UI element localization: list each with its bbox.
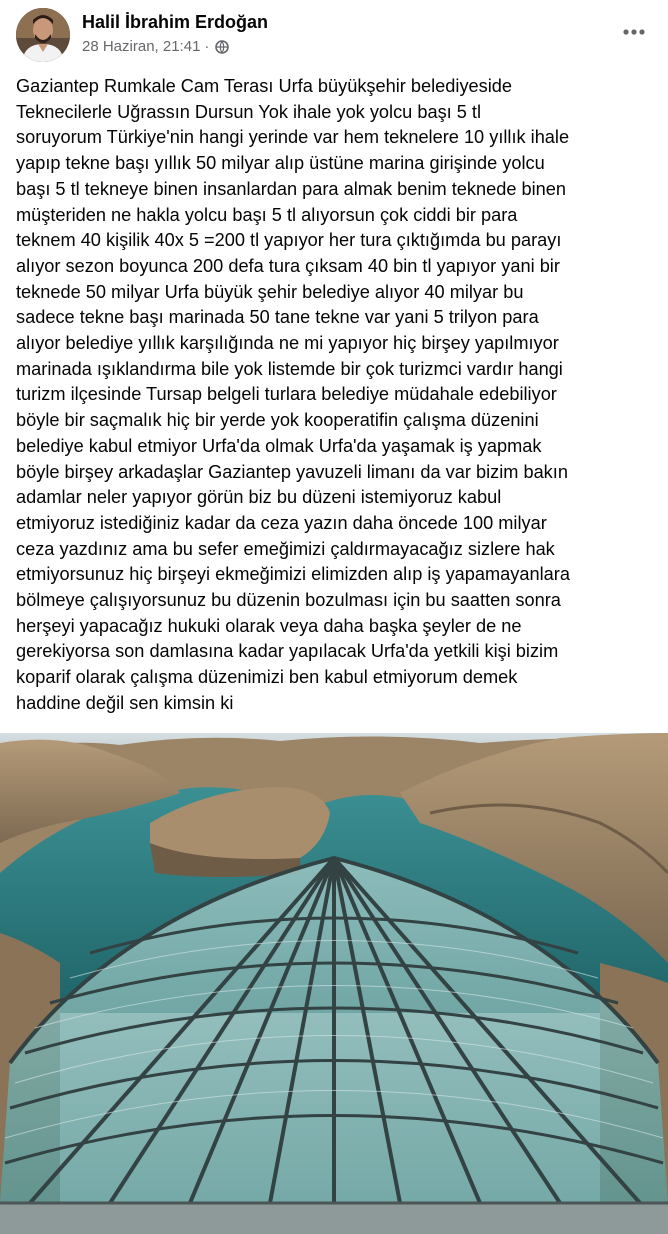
avatar-photo — [16, 8, 70, 62]
glass-terrace-photo — [0, 733, 668, 1234]
post-date[interactable]: 28 Haziran, 21:41 — [82, 38, 201, 55]
author-name[interactable]: Halil İbrahim Erdoğan — [82, 12, 269, 32]
post-header — [0, 0, 668, 70]
more-horizontal-icon — [623, 29, 645, 35]
globe-icon — [215, 40, 229, 54]
avatar[interactable] — [16, 8, 70, 62]
more-options-button[interactable] — [620, 20, 648, 44]
post-meta — [82, 38, 229, 55]
post-photo[interactable] — [0, 733, 668, 1234]
meta-separator: · — [204, 38, 210, 55]
post-text: Gaziantep Rumkale Cam Terası Urfa büyükşehir belediyeside Teknecilerle Uğrassın Dursun Yok ihale yok yolcu başı 5 tl soruyorum Türkiye'nin hangi yerinde var hem teknelere 10 yıllık ihale yapıp tekne başı yıllık 50 milyar alıp üstüne marina girişinde yolcu başı 5 tl tekneye binen insanlardan para almak benim teknede binen müşteriden ne hakla yolcu başı 5 tl alıyorsun çok ciddi bir para teknem 40 kişilik 40x 5 =200 tl yapıyor her tura çıktığımda bu parayı alıyor sezon boyunca 200 defa tura çıksam 40 bin tl yapıyor yani bir teknede 50 milyar Urfa büyük şehir belediye alıyor 40 milyar bu sadece tekne başı marinada 50 tane tekne var yani 5 trilyon para alıyor belediye yıllık karşılığında ne mi yapıyor hiç birşey yapılmıyor marinada ışıklandırma bile yok listemde bir çok turizmci vardır hangi turizm ilçesinde Tursap belgeli turlara belediye müdahale edebiliyor böyle bir saçmalık hiç bir yerde yok kooperatifin çalışma düzenini belediye kabul etmiyor Urfa'da olmak Urfa'da yaşamak iş yapmak böyle birşey arkadaşlar Gaziantep yavuzeli limanı da var bizim bakın adamlar neler yapıyor görün biz bu düzeni istemiyoruz kabul etmiyoruz istediğiniz kadar da ceza yazın daha öncede 100 milyar ceza yazdınız ama bu sefer emeğimizi çaldırmayacağız sizlere hak etmiyorsunuz hiç birşeyi ekmeğimizi elimizden alıp iş yapamayanlara bölmeye çalışıyorsunuz bu düzenin bozulması için bu saatten sonra herşeyi yapacağız hukuki olarak veya daha başka şeyler de ne gerekiyorsa son damlasına kadar yapılacak Urfa'da yetkili kişi bizim koparif olarak çalışma düzenimizi ben kabul etmiyorum demek haddine değil sen kimsin ki — [16, 76, 570, 713]
